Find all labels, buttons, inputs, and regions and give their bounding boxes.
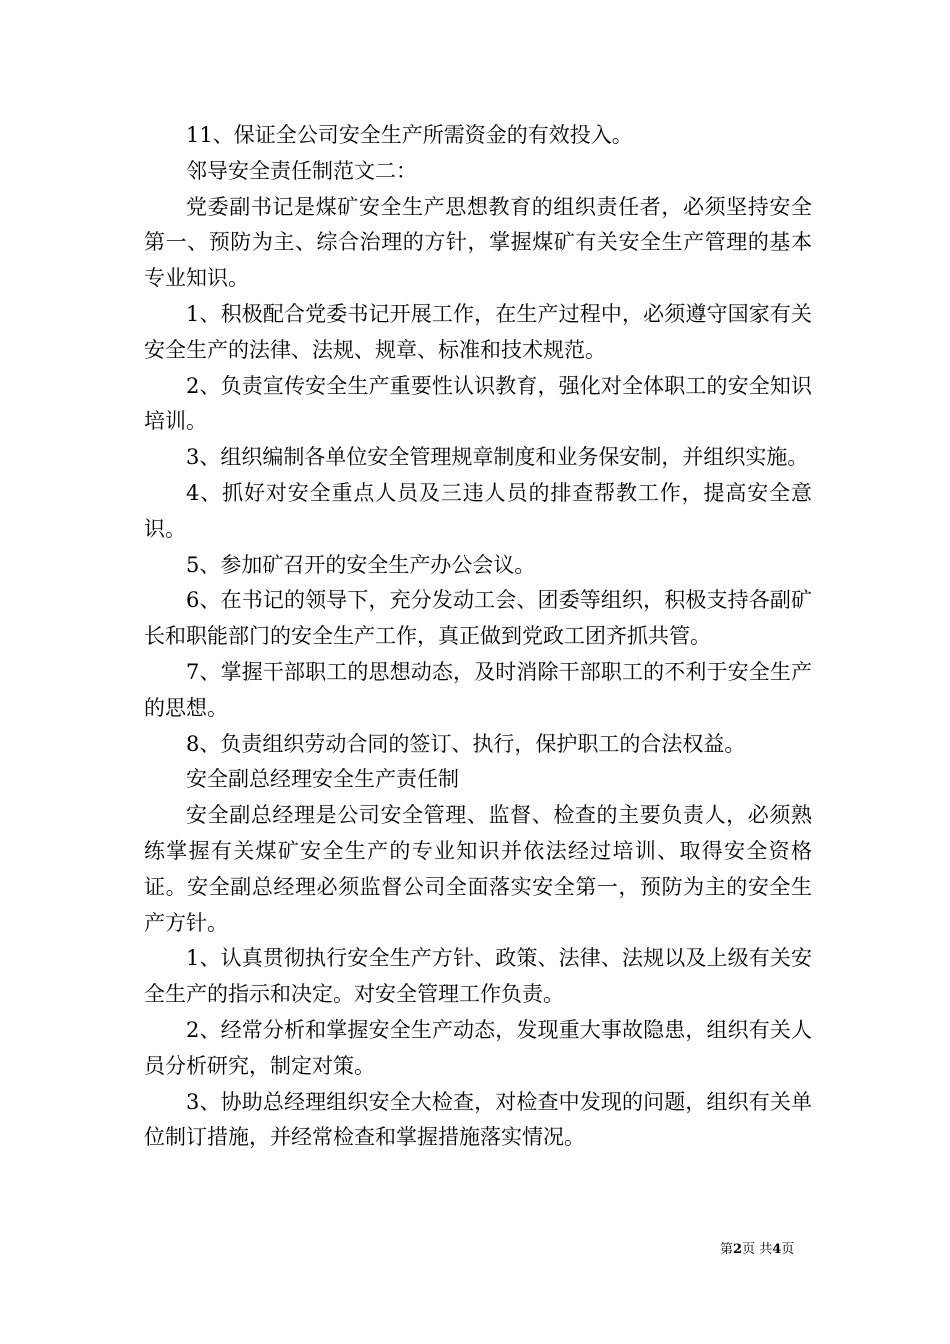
paragraph-14: 1、认真贯彻执行安全生产方针、政策、法律、法规以及上级有关安全生产的指示和决定。对安全管理工作负责。 [144, 946, 812, 1007]
paragraph-7: 4、抓好对安全重点人员及三违人员的排查帮教工作，提高安全意识。 [144, 480, 812, 541]
footer-middle: 页 共 [742, 1242, 773, 1257]
paragraph-8: 5、参加矿召开的安全生产办公会议。 [186, 552, 536, 577]
body-text [144, 118, 812, 1156]
footer-suffix: 页 [781, 1242, 795, 1257]
footer-total-pages: 4 [772, 1242, 782, 1257]
paragraph-16: 3、协助总经理组织安全大检查，对检查中发现的问题，组织有关单位制订措施，并经常检查和掌握措施落实情况。 [144, 1089, 812, 1150]
paragraph-5: 2、负责宣传安全生产重要性认识教育，强化对全体职工的安全知识培训。 [144, 373, 812, 434]
paragraph-10: 7、掌握干部职工的思想动态，及时消除干部职工的不利于安全生产的思想。 [144, 659, 812, 720]
paragraph-1: 11、保证全公司安全生产所需资金的有效投入。 [186, 123, 633, 147]
paragraph-6: 3、组织编制各单位安全管理规章制度和业务保安制，并组织实施。 [186, 445, 809, 470]
footer-prefix: 第 [720, 1242, 734, 1257]
paragraph-12: 安全副总经理安全生产责任制 [186, 767, 459, 792]
page-number-footer [720, 1242, 794, 1258]
paragraph-3: 党委副书记是煤矿安全生产思想教育的组织责任者，必须坚持安全第一、预防为主、综合治理的方针，掌握煤矿有关安全生产管理的基本专业知识。 [144, 194, 812, 291]
paragraph-13: 安全副总经理是公司安全管理、监督、检查的主要负责人，必须熟练掌握有关煤矿安全生产的专业知识并依法经过培训、取得安全资格证。安全副总经理必须监督公司全面落实安全第一，预防为主的安全生产方针。 [144, 803, 812, 935]
paragraph-2: 邻导安全责任制范文二： [186, 158, 417, 183]
paragraph-4: 1、积极配合党委书记开展工作，在生产过程中，必须遵守国家有关安全生产的法律、法规、规章、标准和技术规范。 [144, 301, 812, 362]
footer-current-page: 2 [733, 1242, 743, 1257]
paragraph-9: 6、在书记的领导下，充分发动工会、团委等组织，积极支持各副矿长和职能部门的安全生产工作，真正做到党政工团齐抓共管。 [144, 588, 812, 649]
paragraph-15: 2、经常分析和掌握安全生产动态，发现重大事故隐患，组织有关人员分析研究，制定对策。 [144, 1017, 812, 1078]
paragraph-11: 8、负责组织劳动合同的签订、执行，保护职工的合法权益。 [186, 731, 746, 756]
